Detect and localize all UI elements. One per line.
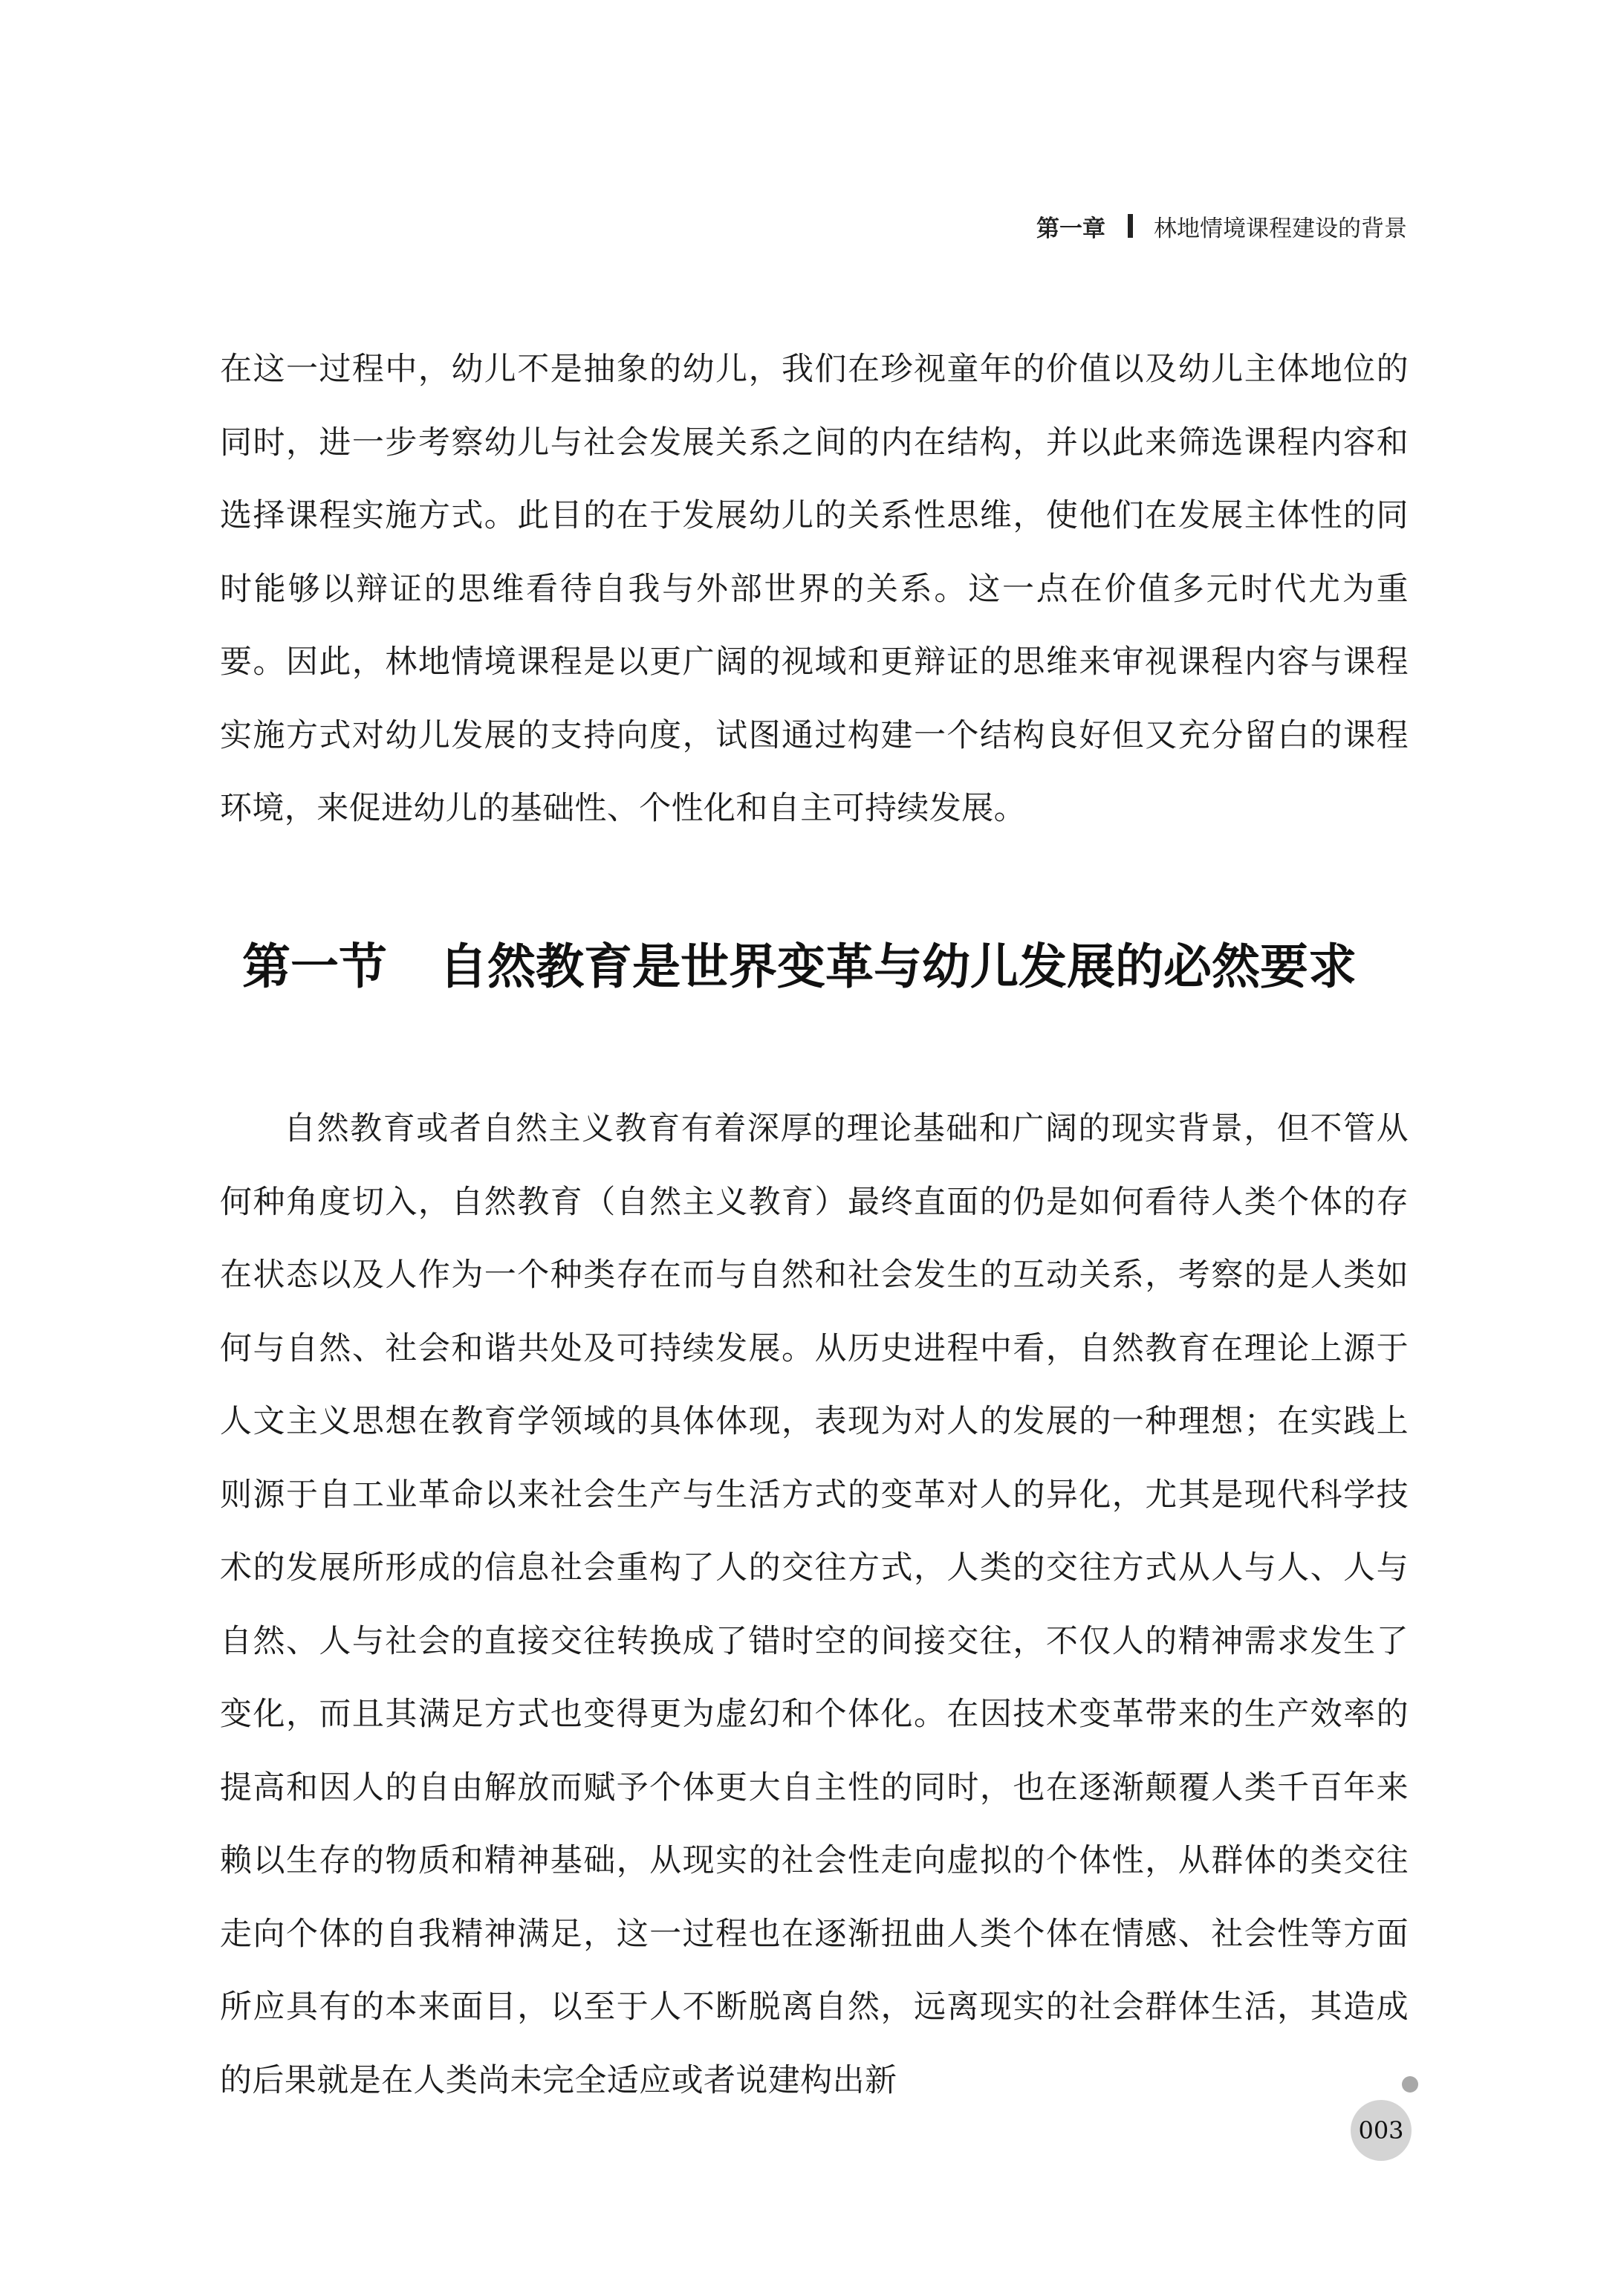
section-number: 第一节 <box>242 939 388 995</box>
page-number-badge <box>1351 2100 1412 2161</box>
intro-paragraph: 在这一过程中，幼儿不是抽象的幼儿，我们在珍视童年的价值以及幼儿主体地位的同时，进一步考察幼儿与社会发展关系之间的内在结构，并以此来筛选课程内容和选择课程实施方式。此目的在于发展幼儿的关系性思维，使他们在发展主体性的同时能够以辩证的思维看待自我与外部世界的关系。这一点在价值多元时代尤为重要。因此，林地情境课程是以更广阔的视域和更辩证的思维来审视课程内容与课程实施方式对幼儿发展的支持向度，试图通过构建一个结构良好但又充分留白的课程环境，来促进幼儿的基础性、个性化和自主可持续发展。 <box>220 351 1409 827</box>
page-dot-decoration <box>1402 2076 1418 2093</box>
running-header <box>1036 207 1407 245</box>
section-body-block <box>220 1092 1409 2117</box>
chapter-title: 林地情境课程建设的背景 <box>1154 215 1407 242</box>
header-divider <box>1128 214 1133 238</box>
intro-paragraph-block <box>220 333 1409 846</box>
page-number: 003 <box>1358 2116 1404 2145</box>
section-paragraph: 自然教育或者自然主义教育有着深厚的理论基础和广阔的现实背景，但不管从何种角度切入，自然教育（自然主义教育）最终直面的仍是如何看待人类个体的存在状态以及人作为一个种类存在而与自然和社会发生的互动关系，考察的是人类如何与自然、社会和谐共处及可持续发展。从历史进程中看，自然教育在理论上源于人文主义思想在教育学领域的具体体现，表现为对人的发展的一种理想；在实践上则源于自工业革命以来社会生产与生活方式的变革对人的异化，尤其是现代科学技术的发展所形成的信息社会重构了人的交往方式，人类的交往方式从人与人、人与自然、人与社会的直接交往转换成了错时空的间接交往，不仅人的精神需求发生了变化，而且其满足方式也变得更为虚幻和个体化。在因技术变革带来的生产效率的提高和因人的自由解放而赋予个体更大自主性的同时，也在逐渐颠覆人类千百年来赖以生存的物质和精神基础，从现实的社会性走向虚拟的个体性，从群体的类交往走向个体的自我精神满足，这一过程也在逐渐扭曲人类个体在情感、社会性等方面所应具有的本来面目，以至于人不断脱离自然，远离现实的社会群体生活，其造成的后果就是在人类尚未完全适应或者说建构出新 <box>220 1110 1409 2099</box>
section-heading <box>242 938 1357 997</box>
section-title: 自然教育是世界变革与幼儿发展的必然要求 <box>439 939 1357 995</box>
chapter-label: 第一章 <box>1036 215 1105 242</box>
